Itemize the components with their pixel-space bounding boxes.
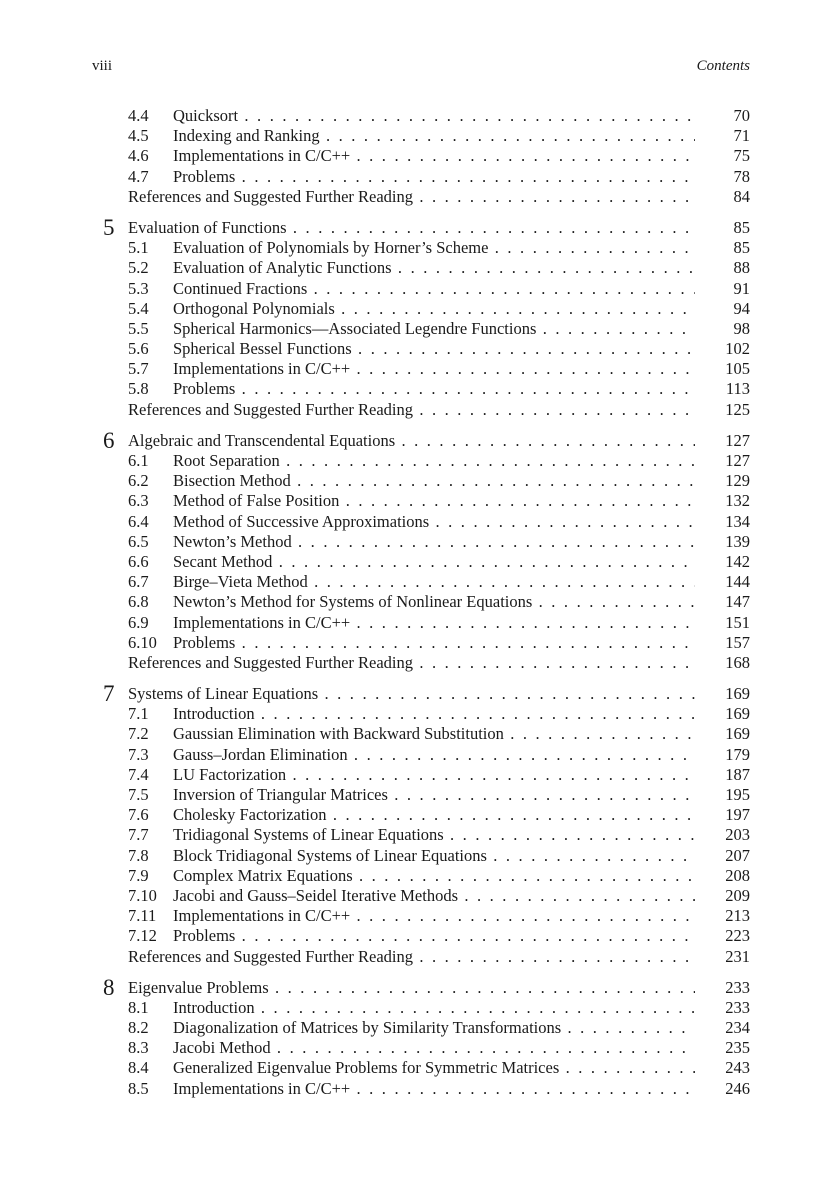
section-title: Block Tridiagonal Systems of Linear Equations . . . <box>173 846 695 866</box>
section-entry[interactable] <box>0 146 840 166</box>
section-entry[interactable] <box>0 1058 840 1078</box>
section-number: 7.4 <box>128 764 149 784</box>
section-entry[interactable] <box>0 258 840 278</box>
section-number: 4.7 <box>128 166 149 186</box>
chapter-page-number: 85 <box>733 217 750 237</box>
section-page-number: 235 <box>725 1038 750 1058</box>
section-page-number: 187 <box>725 764 750 784</box>
section-page-number: 98 <box>733 318 750 338</box>
chapter-page-number: 233 <box>725 977 750 997</box>
section-entry[interactable] <box>0 552 840 572</box>
section-number: 4.5 <box>128 126 149 146</box>
section-page-number: 203 <box>725 825 750 845</box>
section-title: Diagonalization of Matrices by Similarity Transformations . . . <box>173 1018 695 1038</box>
section-number: 6.8 <box>128 592 149 612</box>
section-number: 7.12 <box>128 926 157 946</box>
section-page-number: 78 <box>733 166 750 186</box>
section-entry[interactable] <box>0 279 840 299</box>
section-entry[interactable] <box>0 998 840 1018</box>
section-title: Problems . . . <box>173 379 695 399</box>
chapter-title: Eigenvalue Problems . . . <box>128 978 695 998</box>
table-of-contents <box>0 106 840 1099</box>
section-number: 7.7 <box>128 825 149 845</box>
section-page-number: 144 <box>725 572 750 592</box>
section-page-number: 213 <box>725 906 750 926</box>
section-entry[interactable] <box>0 299 840 319</box>
section-entry[interactable] <box>0 906 840 926</box>
chapter-number: 5 <box>103 214 115 240</box>
section-page-number: 91 <box>733 278 750 298</box>
section-entry[interactable] <box>0 745 840 765</box>
section-title: Spherical Bessel Functions . . . <box>173 339 695 359</box>
section-entry[interactable] <box>0 379 840 399</box>
section-page-number: 142 <box>725 551 750 571</box>
section-entry[interactable] <box>0 512 840 532</box>
section-title: Problems . . . <box>173 167 695 187</box>
section-title: Orthogonal Polynomials . . . <box>173 299 695 319</box>
section-title: Method of Successive Approximations . . . <box>173 512 695 532</box>
section-entry[interactable] <box>0 572 840 592</box>
section-page-number: 139 <box>725 531 750 551</box>
section-page-number: 75 <box>733 146 750 166</box>
section-number: 5.4 <box>128 298 149 318</box>
section-page-number: 88 <box>733 258 750 278</box>
references-entry[interactable] <box>0 947 840 967</box>
section-number: 7.3 <box>128 744 149 764</box>
section-title: Implementations in C/C++ . . . <box>173 146 695 166</box>
references-entry[interactable] <box>0 653 840 673</box>
section-number: 8.2 <box>128 1018 149 1038</box>
section-title: Implementations in C/C++ . . . <box>173 906 695 926</box>
section-number: 7.10 <box>128 885 157 905</box>
section-entry[interactable] <box>0 592 840 612</box>
section-page-number: 231 <box>725 946 750 966</box>
running-header <box>92 58 750 80</box>
section-entry[interactable] <box>0 1018 840 1038</box>
section-number: 5.8 <box>128 379 149 399</box>
section-page-number: 85 <box>733 238 750 258</box>
section-page-number: 151 <box>725 612 750 632</box>
section-title: Birge–Vieta Method . . . <box>173 572 695 592</box>
section-page-number: 208 <box>725 865 750 885</box>
section-title: Jacobi Method . . . <box>173 1038 695 1058</box>
section-page-number: 84 <box>733 186 750 206</box>
section-number: 7.6 <box>128 805 149 825</box>
section-title: Jacobi and Gauss–Seidel Iterative Methods . . . <box>173 886 695 906</box>
section-title: Implementations in C/C++ . . . <box>173 613 695 633</box>
section-number: 6.9 <box>128 612 149 632</box>
section-number: 6.2 <box>128 471 149 491</box>
section-entry[interactable] <box>0 471 840 491</box>
section-number: 7.2 <box>128 724 149 744</box>
chapter-entry[interactable] <box>0 681 840 707</box>
section-title: Complex Matrix Equations . . . <box>173 866 695 886</box>
section-number: 7.5 <box>128 785 149 804</box>
section-entry[interactable] <box>0 765 840 785</box>
section-title: Cholesky Factorization . . . <box>173 805 695 825</box>
section-page-number: 113 <box>725 379 750 399</box>
running-title: Contents <box>696 58 750 74</box>
section-entry[interactable] <box>0 866 840 886</box>
section-entry[interactable] <box>0 339 840 359</box>
section-number: 6.10 <box>128 632 157 652</box>
section-title: Spherical Harmonics—Associated Legendre Functions . . . <box>173 319 695 339</box>
section-page-number: 243 <box>725 1058 750 1078</box>
section-number: 5.1 <box>128 238 149 258</box>
section-title: Quicksort . . . <box>173 106 695 126</box>
chapter-number: 8 <box>103 974 115 1000</box>
section-entry[interactable] <box>0 886 840 906</box>
section-number: 4.6 <box>128 146 149 166</box>
section-number: 8.4 <box>128 1058 149 1078</box>
section-entry[interactable] <box>0 785 840 805</box>
section-number: 5.5 <box>128 318 149 338</box>
section-page-number: 71 <box>733 126 750 146</box>
toc-chapter-block <box>0 974 840 1099</box>
page-number: viii <box>92 58 113 74</box>
section-entry[interactable] <box>0 926 840 946</box>
section-page-number: 102 <box>725 339 750 359</box>
chapter-page-number: 169 <box>725 684 750 704</box>
section-entry[interactable] <box>0 106 840 126</box>
chapter-page-number: 127 <box>725 430 750 450</box>
chapter-title: Algebraic and Transcendental Equations . . . <box>128 431 695 451</box>
section-number: 5.7 <box>128 359 149 379</box>
section-page-number: 234 <box>725 1018 750 1038</box>
references-title: References and Suggested Further Reading . . . <box>128 653 695 673</box>
section-number: 8.3 <box>128 1038 149 1058</box>
section-page-number: 94 <box>733 298 750 318</box>
section-page-number: 223 <box>725 926 750 946</box>
section-entry[interactable] <box>0 1038 840 1058</box>
section-page-number: 209 <box>725 885 750 905</box>
section-entry[interactable] <box>0 825 840 845</box>
references-title: References and Suggested Further Reading . . . <box>128 187 695 207</box>
chapter-entry[interactable] <box>0 974 840 1000</box>
section-title: LU Factorization . . . <box>173 765 695 785</box>
section-title: Indexing and Ranking . . . <box>173 126 695 146</box>
section-page-number: 125 <box>725 399 750 419</box>
section-page-number: 169 <box>725 704 750 724</box>
references-title: References and Suggested Further Reading . . . <box>128 947 695 967</box>
toc-chapter-block <box>0 681 840 967</box>
section-title: Introduction . . . <box>173 998 695 1018</box>
section-page-number: 233 <box>725 997 750 1017</box>
section-number: 7.9 <box>128 865 149 885</box>
section-number: 4.4 <box>128 106 149 125</box>
section-title: Root Separation . . . <box>173 451 695 471</box>
section-page-number: 127 <box>725 451 750 470</box>
section-page-number: 132 <box>725 491 750 511</box>
section-title: Gaussian Elimination with Backward Substitution . . . <box>173 724 695 744</box>
section-entry[interactable] <box>0 451 840 471</box>
section-page-number: 157 <box>725 632 750 652</box>
section-page-number: 195 <box>725 785 750 804</box>
section-title: Method of False Position . . . <box>173 491 695 511</box>
chapter-entry[interactable] <box>0 427 840 453</box>
toc-chapter-block <box>0 427 840 673</box>
toc-chapter-block <box>0 106 840 207</box>
chapter-number: 6 <box>103 427 115 453</box>
section-title: Evaluation of Analytic Functions . . . <box>173 258 695 278</box>
section-page-number: 105 <box>725 359 750 379</box>
section-number: 5.6 <box>128 339 149 359</box>
section-number: 6.1 <box>128 451 149 470</box>
section-entry[interactable] <box>0 704 840 724</box>
section-entry[interactable] <box>0 846 840 866</box>
section-page-number: 147 <box>725 592 750 612</box>
section-page-number: 169 <box>725 724 750 744</box>
section-entry[interactable] <box>0 126 840 146</box>
section-number: 8.5 <box>128 1078 149 1098</box>
section-number: 7.1 <box>128 704 149 724</box>
section-title: Implementations in C/C++ . . . <box>173 359 695 379</box>
section-number: 6.4 <box>128 511 149 531</box>
section-entry[interactable] <box>0 491 840 511</box>
section-entry[interactable] <box>0 167 840 187</box>
section-page-number: 168 <box>725 652 750 672</box>
section-entry[interactable] <box>0 319 840 339</box>
toc-chapter-block <box>0 214 840 420</box>
section-entry[interactable] <box>0 359 840 379</box>
section-title: Newton’s Method . . . <box>173 532 695 552</box>
section-number: 5.3 <box>128 278 149 298</box>
section-page-number: 129 <box>725 471 750 491</box>
section-page-number: 70 <box>733 106 750 125</box>
chapter-title: Systems of Linear Equations . . . <box>128 684 695 704</box>
section-page-number: 134 <box>725 511 750 531</box>
section-page-number: 179 <box>725 744 750 764</box>
section-entry[interactable] <box>0 724 840 744</box>
section-entry[interactable] <box>0 1079 840 1099</box>
section-number: 5.2 <box>128 258 149 278</box>
section-title: Tridiagonal Systems of Linear Equations . . . <box>173 825 695 845</box>
section-title: Secant Method . . . <box>173 552 695 572</box>
chapter-entry[interactable] <box>0 214 840 240</box>
section-entry[interactable] <box>0 805 840 825</box>
section-title: Generalized Eigenvalue Problems for Symmetric Matrices . . . <box>173 1058 695 1078</box>
section-number: 7.8 <box>128 845 149 865</box>
section-entry[interactable] <box>0 532 840 552</box>
section-title: Problems . . . <box>173 633 695 653</box>
section-entry[interactable] <box>0 238 840 258</box>
section-title: Bisection Method . . . <box>173 471 695 491</box>
section-entry[interactable] <box>0 633 840 653</box>
section-number: 8.1 <box>128 997 149 1017</box>
section-title: Gauss–Jordan Elimination . . . <box>173 745 695 765</box>
chapter-number: 7 <box>103 681 115 707</box>
section-number: 7.11 <box>128 906 157 926</box>
section-page-number: 246 <box>725 1078 750 1098</box>
chapter-title: Evaluation of Functions . . . <box>128 218 695 238</box>
section-title: Problems . . . <box>173 926 695 946</box>
section-title: Implementations in C/C++ . . . <box>173 1079 695 1099</box>
section-page-number: 207 <box>725 845 750 865</box>
section-page-number: 197 <box>725 805 750 825</box>
section-title: Introduction . . . <box>173 704 695 724</box>
section-title: Inversion of Triangular Matrices . . . <box>173 785 695 805</box>
references-entry[interactable] <box>0 400 840 420</box>
section-number: 6.3 <box>128 491 149 511</box>
section-title: Newton’s Method for Systems of Nonlinear Equations . . . <box>173 592 695 612</box>
references-entry[interactable] <box>0 187 840 207</box>
section-entry[interactable] <box>0 613 840 633</box>
section-number: 6.5 <box>128 531 149 551</box>
section-title: Evaluation of Polynomials by Horner’s Scheme . . . <box>173 238 695 258</box>
references-title: References and Suggested Further Reading . . . <box>128 400 695 420</box>
section-number: 6.7 <box>128 572 149 592</box>
section-number: 6.6 <box>128 551 149 571</box>
section-title: Continued Fractions . . . <box>173 279 695 299</box>
